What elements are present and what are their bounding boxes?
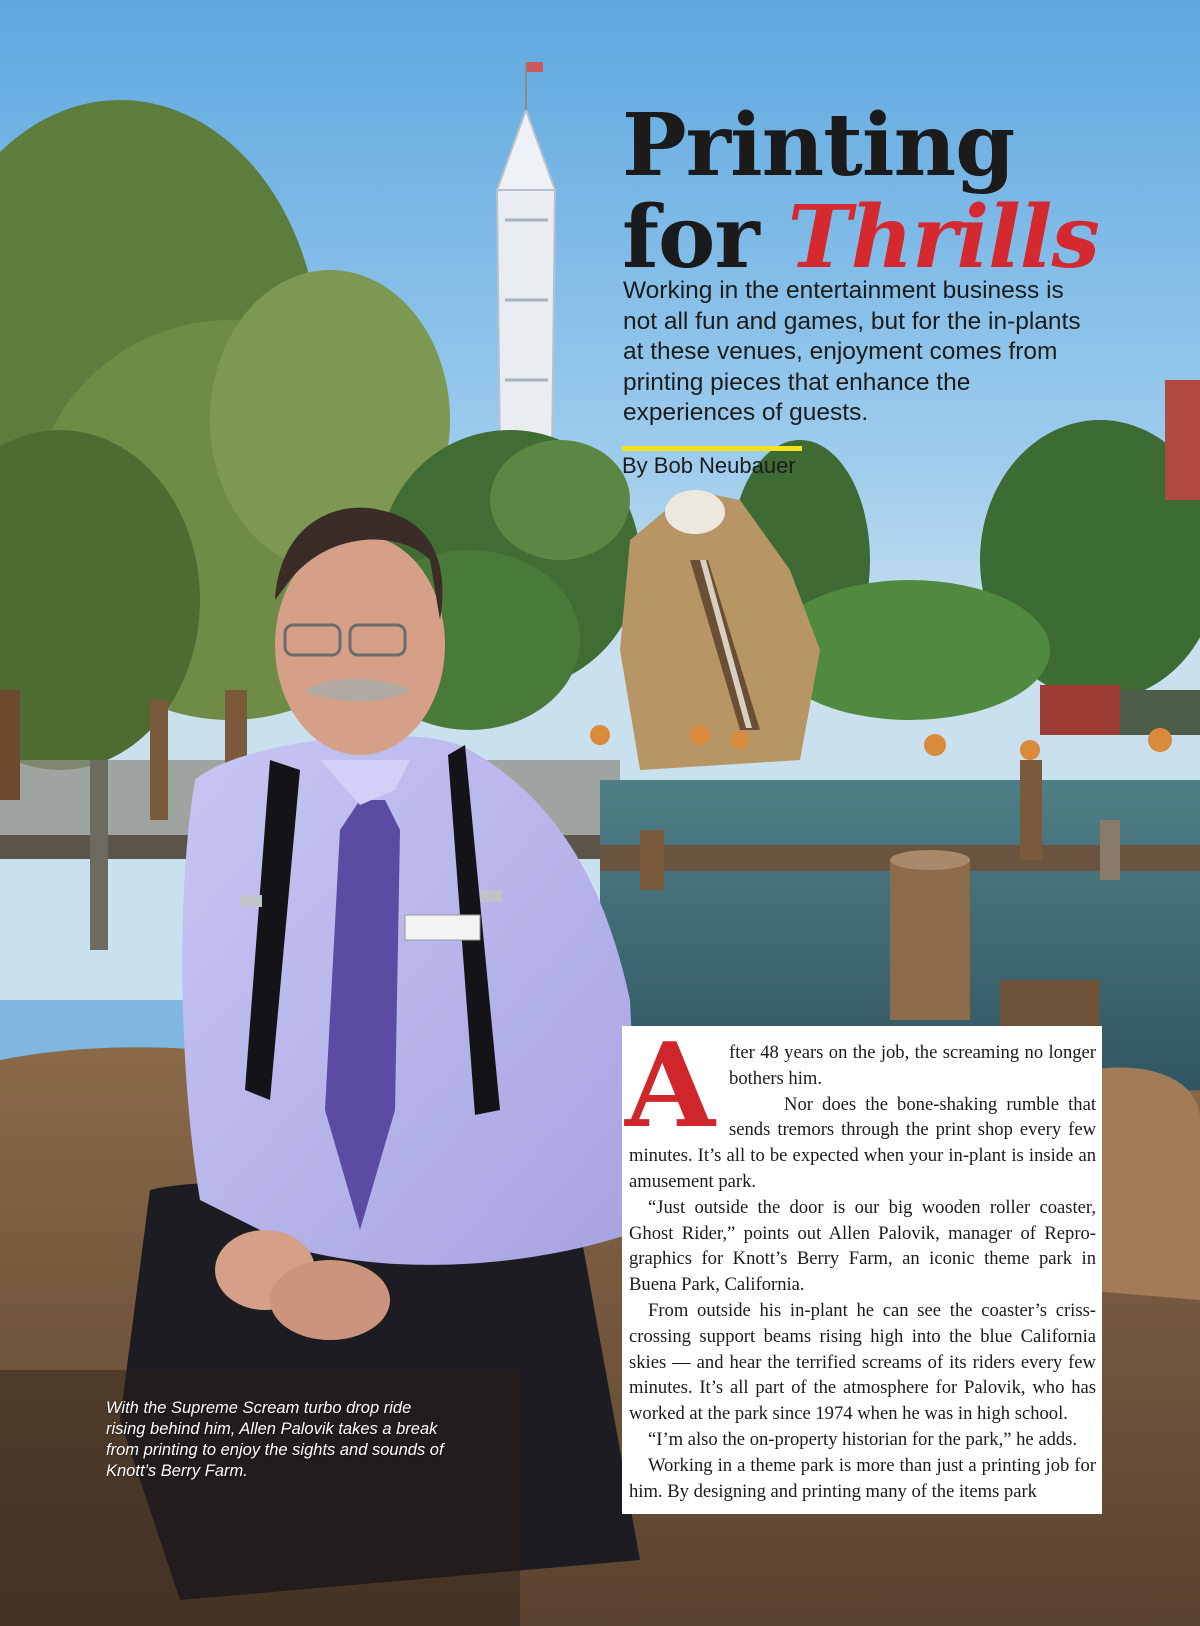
dek: Working in the entertainment business is not all fun and games, but for the in-plants at these venues, enjoyment comes from printing pieces that enhance the experiences of guests. (623, 277, 1081, 426)
headline-accent-word: Thrills (787, 187, 1099, 288)
byline-rule (622, 446, 802, 451)
headline (622, 95, 1099, 288)
headline-line-2-prefix: for (622, 187, 788, 288)
photo-caption: With the Supreme Scream turbo drop ride rising behind him, Allen Palovik takes a break from printing to enjoy the sights and sounds of Knott’s Berry Farm. (106, 1399, 444, 1480)
article-body (622, 1018, 1102, 1514)
article-paragraph-4: From outside his in-plant he can see the coaster’s criss-crossing support beams rising high into the blue California skies — and hear the terrified screams of its riders every few minutes. It’s all part of the atmosphere for Palovik, who has worked at the park since 1974 when he was in high school. (629, 1299, 1096, 1425)
article-paragraph-1-text: fter 48 years on the job, the screaming no longer bothers him. (729, 1042, 1096, 1089)
drop-cap: A (625, 1018, 716, 1154)
article-paragraph-2: Nor does the bone-shaking rumble that sends tremors through the print shop every few minutes. It’s all to be expected when your in-plant is inside an amusement park. (629, 1093, 1096, 1192)
article-paragraph-6: Working in a theme park is more than just a printing job for him. By designing and printing many of the items park (629, 1454, 1096, 1502)
article-paragraph-5: “I’m also the on-property historian for the park,” he adds. (648, 1428, 1078, 1450)
byline: By Bob Neubauer (622, 453, 796, 478)
article-paragraph-3: “Just outside the door is our big wooden roller coaster, Ghost Rider,” points out Allen Palovik, manager of Repro-graphics for Knott’s Berry Farm, an iconic theme park in Buena Park, California. (629, 1196, 1096, 1296)
headline-line-1: Printing (622, 95, 1015, 196)
